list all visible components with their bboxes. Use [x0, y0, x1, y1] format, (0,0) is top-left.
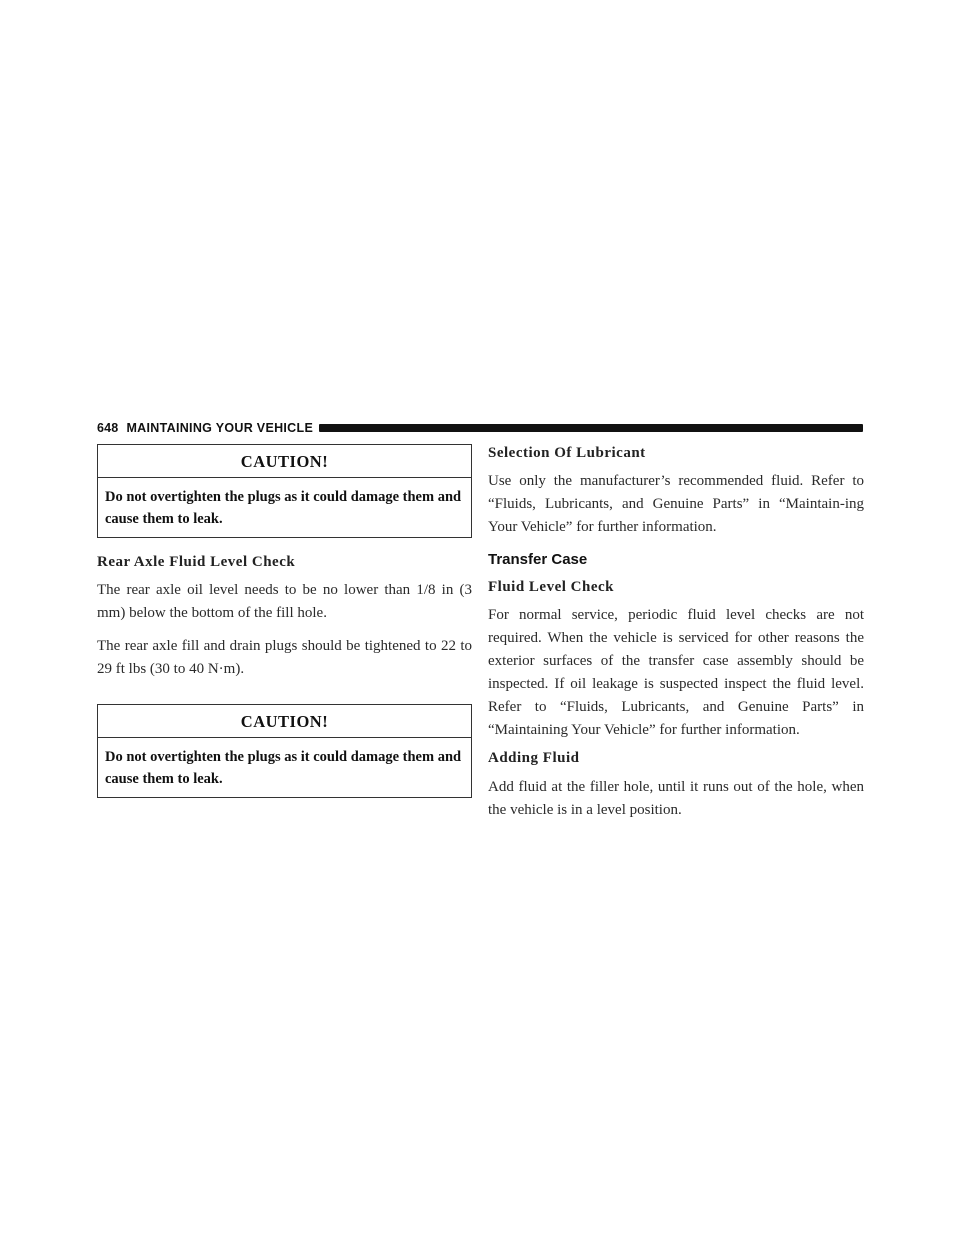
- left-column: [97, 444, 472, 798]
- caution-text: Do not overtighten the plugs as it could damage them and cause them to leak.: [105, 489, 462, 527]
- selection-paragraph: Use only the manufacturer’s recommended fluid. Refer to “Fluids, Lubricants, and Genuine Parts” in “Maintain-ing Your Vehicle” for further information.: [488, 473, 864, 535]
- header-rule: [319, 424, 863, 432]
- section-title: MAINTAINING YOUR VEHICLE: [126, 421, 314, 435]
- adding-fluid-heading: Adding Fluid: [488, 750, 580, 766]
- rear-axle-paragraph: The rear axle oil level needs to be no lower than 1/8 in (3 mm) below the bottom of the fill hole.: [97, 582, 472, 621]
- fluid-level-paragraph: For normal service, periodic fluid level checks are not required. When the vehicle is serviced for other reasons the exterior surfaces of the transfer case assembly should be inspected. If oil leakage is suspected inspect the fluid level. Refer to “Fluids, Lubricants, and Genuine Parts” in “Maintaining Your Vehicle” for further information.: [488, 607, 864, 738]
- page-number: 648: [97, 421, 119, 435]
- right-column: [488, 444, 864, 822]
- fluid-level-heading: Fluid Level Check: [488, 579, 615, 595]
- caution-title: CAUTION!: [98, 445, 471, 478]
- caution-box: [97, 444, 472, 538]
- caution-box: [97, 704, 472, 798]
- page-header: [97, 418, 863, 438]
- transfer-case-heading: Transfer Case: [488, 551, 588, 568]
- adding-fluid-paragraph: Add fluid at the filler hole, until it runs out of the hole, when the vehicle is in a level position.: [488, 779, 864, 818]
- caution-title: CAUTION!: [98, 705, 471, 738]
- rear-axle-heading: Rear Axle Fluid Level Check: [97, 554, 296, 570]
- caution-text: Do not overtighten the plugs as it could damage them and cause them to leak.: [105, 749, 462, 787]
- rear-axle-torque-paragraph: The rear axle fill and drain plugs should be tightened to 22 to 29 ft lbs (30 to 40 N·m).: [97, 638, 472, 677]
- selection-heading: Selection Of Lubricant: [488, 445, 646, 461]
